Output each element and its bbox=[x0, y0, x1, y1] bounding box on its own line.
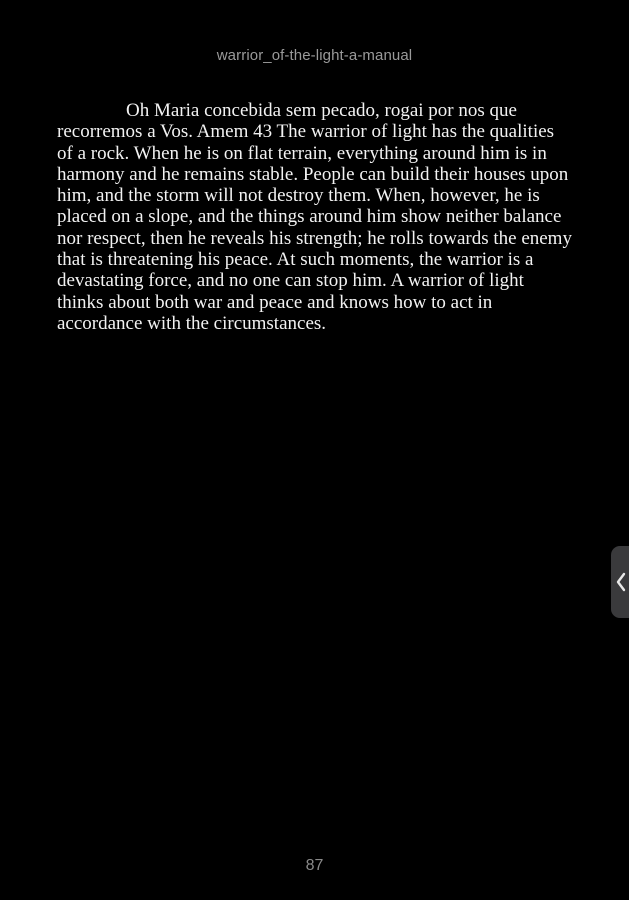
side-panel-handle[interactable] bbox=[611, 546, 629, 618]
book-title: warrior_of-the-light-a-manual bbox=[216, 47, 413, 64]
page-text: Oh Maria concebida sem pecado, rogai por nos que recorremos a Vos. Amem 43 The warrior of light has the qualities of a rock. When he is on flat terrain, everything around him is in harmony and he remains stable. People can build their houses upon him, and the storm will not destroy them. When, however, he is placed on a slope, and the things around him show neither balance nor respect, then he reveals his strength; he rolls towards the enemy that is threatening his peace. At such moments, the warrior is a devastating force, and no one can stop him. A warrior of light thinks about both war and peace and knows how to act in accordance with the circumstances. bbox=[57, 100, 572, 334]
chevron-left-icon bbox=[614, 571, 628, 593]
page-number: 87 bbox=[305, 857, 324, 874]
